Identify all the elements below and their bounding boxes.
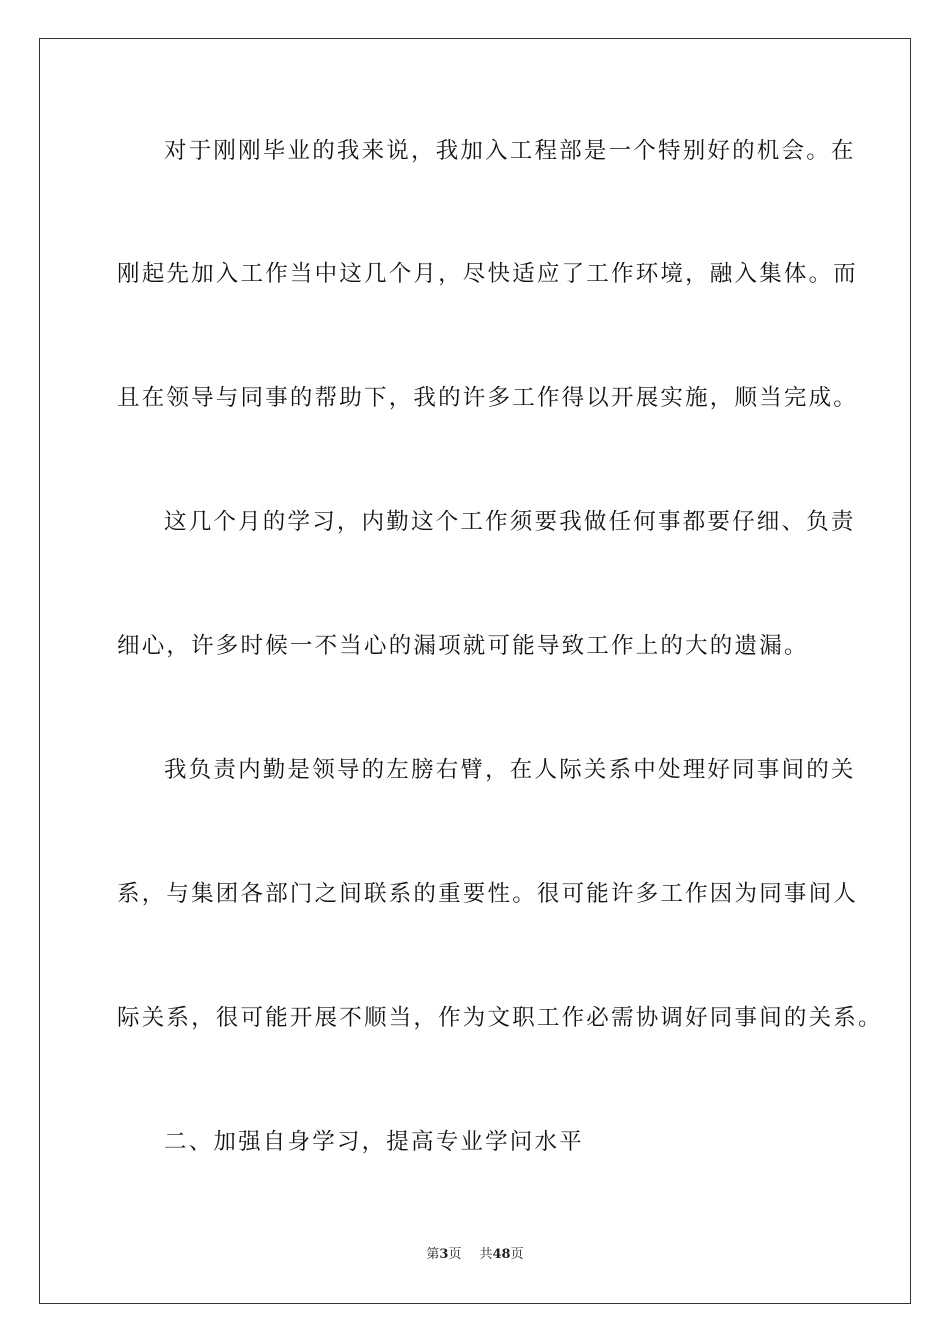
section-heading: 二、加强自身学习，提高专业学问水平 bbox=[164, 1129, 584, 1155]
paragraph-3-line-1: 我负责内勤是领导的左膀右臂，在人际关系中处理好同事间的关 bbox=[164, 757, 856, 783]
paragraph-3-line-2: 系，与集团各部门之间联系的重要性。很可能许多工作因为同事间人 bbox=[117, 881, 859, 907]
page-prefix: 第 bbox=[426, 1247, 440, 1262]
paragraph-1-line-1: 对于刚刚毕业的我来说，我加入工程部是一个特别好的机会。在 bbox=[164, 138, 856, 164]
page-footer bbox=[0, 1246, 950, 1264]
total-suffix: 页 bbox=[510, 1247, 524, 1262]
paragraph-1-line-2: 刚起先加入工作当中这几个月，尽快适应了工作环境，融入集体。而 bbox=[117, 261, 859, 287]
paragraph-3-line-3: 际关系，很可能开展不顺当，作为文职工作必需协调好同事间的关系。 bbox=[117, 1005, 883, 1031]
total-prefix: 共 bbox=[479, 1247, 493, 1262]
paragraph-2-line-1: 这几个月的学习，内勤这个工作须要我做任何事都要仔细、负责 bbox=[164, 509, 856, 535]
page-border bbox=[39, 38, 911, 1304]
total-pages: 48 bbox=[492, 1247, 511, 1262]
paragraph-1-line-3: 且在领导与同事的帮助下，我的许多工作得以开展实施，顺当完成。 bbox=[117, 385, 859, 411]
paragraph-2-line-2: 细心，许多时候一不当心的漏项就可能导致工作上的大的遗漏。 bbox=[117, 633, 809, 659]
page-suffix: 页 bbox=[448, 1247, 462, 1262]
page-number: 3 bbox=[439, 1247, 449, 1262]
